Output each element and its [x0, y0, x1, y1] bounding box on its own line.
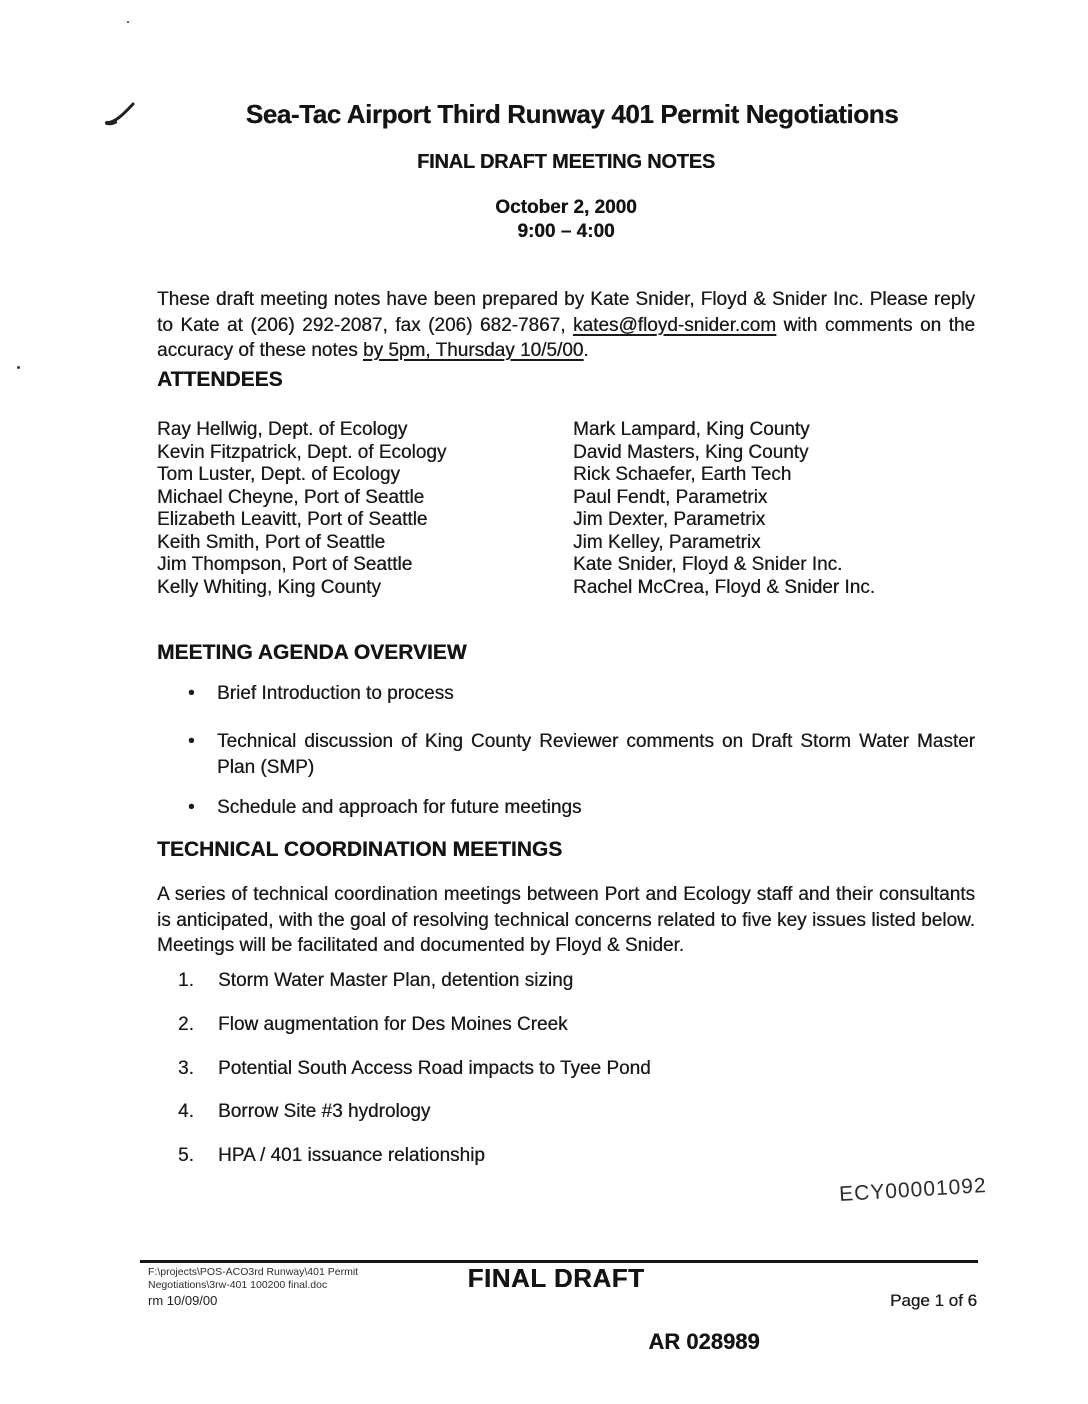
attendee: Michael Cheyne, Port of Seattle: [157, 486, 425, 508]
attendee: Paul Fendt, Parametrix: [573, 486, 768, 508]
agenda-bullet-text: Schedule and approach for future meetings: [217, 797, 582, 818]
key-issue-item: [178, 1143, 958, 1169]
meeting-datetime: [157, 196, 975, 244]
key-issue-item: [178, 968, 958, 994]
item-number: 2.: [178, 1014, 194, 1035]
attendee: Rick Schaefer, Earth Tech: [573, 464, 792, 485]
bullet-icon: [188, 729, 195, 755]
file-path-line: Negotiations\3rw-401 100200 final.doc: [148, 1279, 328, 1291]
technical-paragraph: A series of technical coordination meetings between Port and Ecology staff and their consultants is anticipated, with the goal of resolving technical concerns related to five key issues listed below. Meetings will be facilitated and documented by Floyd & Snider.: [157, 884, 975, 956]
attendee: Kelly Whiting, King County: [157, 576, 381, 598]
attendees-list: [157, 419, 975, 599]
item-text: Storm Water Master Plan, detention sizing: [218, 970, 574, 991]
item-text: HPA / 401 issuance relationship: [218, 1145, 485, 1166]
item-number: 1.: [178, 970, 194, 991]
ecy-reference-stamp: ECY00001092: [838, 1174, 988, 1207]
meeting-date: October 2, 2000: [495, 197, 637, 218]
pen-squiggle-mark: [104, 96, 146, 130]
meeting-time: 9:00 – 4:00: [517, 221, 615, 242]
intro-paragraph: [157, 287, 975, 364]
key-issue-item: [178, 1012, 958, 1038]
attendees-column-right: [573, 419, 975, 599]
file-path-line: F:\projects\POS-ACO3rd Runway\401 Permit: [148, 1266, 359, 1278]
key-issue-item: [178, 1056, 958, 1082]
agenda-bullet-text: Technical discussion of King County Reviewer comments on Draft Storm Water Master Plan (SMP): [217, 731, 975, 778]
attendee: Kate Snider, Floyd & Snider Inc.: [573, 554, 843, 575]
document-title: Sea-Tac Airport Third Runway 401 Permit Negotiations: [245, 99, 899, 129]
agenda-bullet: [157, 729, 975, 781]
key-issue-item: [178, 1099, 958, 1125]
attendee: Keith Smith, Port of Seattle: [157, 531, 386, 553]
attendee: Mark Lampard, King County: [573, 419, 810, 440]
item-text: Flow augmentation for Des Moines Creek: [218, 1014, 568, 1035]
email-text: kates@floyd-snider.com: [572, 314, 777, 336]
attendees-column-left: [157, 419, 573, 599]
attendee: Kevin Fitzpatrick, Dept. of Ecology: [157, 441, 447, 463]
attendee: Jim Kelley, Parametrix: [573, 531, 761, 553]
attendee: David Masters, King County: [573, 441, 809, 463]
scan-speck: [127, 21, 129, 23]
technical-heading: TECHNICAL COORDINATION MEETINGS: [157, 838, 563, 861]
attendee: Jim Thompson, Port of Seattle: [157, 554, 413, 575]
attendee: Rachel McCrea, Floyd & Snider Inc.: [573, 576, 876, 598]
scan-speck: [17, 366, 20, 369]
agenda-bullet-text: Brief Introduction to process: [217, 683, 454, 704]
attendees-heading: ATTENDEES: [157, 368, 283, 391]
attendee: Tom Luster, Dept. of Ecology: [157, 464, 400, 485]
item-text: Borrow Site #3 hydrology: [218, 1101, 431, 1122]
attendee: Elizabeth Leavitt, Port of Seattle: [157, 509, 428, 530]
footer-initials-date: rm 10/09/00: [148, 1293, 218, 1308]
bates-number: AR 028989: [648, 1329, 760, 1354]
document-subtitle: FINAL DRAFT MEETING NOTES: [417, 151, 715, 173]
page-number: Page 1 of 6: [890, 1291, 977, 1310]
intro-text: with comments on the accuracy of these notes: [157, 314, 975, 361]
agenda-heading: MEETING AGENDA OVERVIEW: [157, 641, 467, 664]
agenda-bullet: [157, 795, 975, 821]
footer-status-label: FINAL DRAFT: [467, 1263, 645, 1293]
attendee: Ray Hellwig, Dept. of Ecology: [157, 419, 408, 440]
item-number: 4.: [178, 1101, 194, 1122]
item-number: 5.: [178, 1145, 194, 1166]
attendee: Jim Dexter, Parametrix: [573, 509, 766, 530]
intro-text: .: [583, 340, 589, 361]
intro-text: These draft meeting notes have been prepared by Kate Snider, Floyd & Snider Inc. Please reply to Kate at (206) 292-2087, fax (206) 682-7867,: [157, 289, 975, 336]
bullet-icon: [188, 681, 195, 707]
item-number: 3.: [178, 1058, 194, 1079]
bullet-icon: [188, 795, 195, 821]
item-text: Potential South Access Road impacts to Tyee Pond: [218, 1058, 651, 1079]
deadline-text: by 5pm, Thursday 10/5/00: [362, 340, 584, 361]
agenda-bullet: [157, 681, 975, 707]
